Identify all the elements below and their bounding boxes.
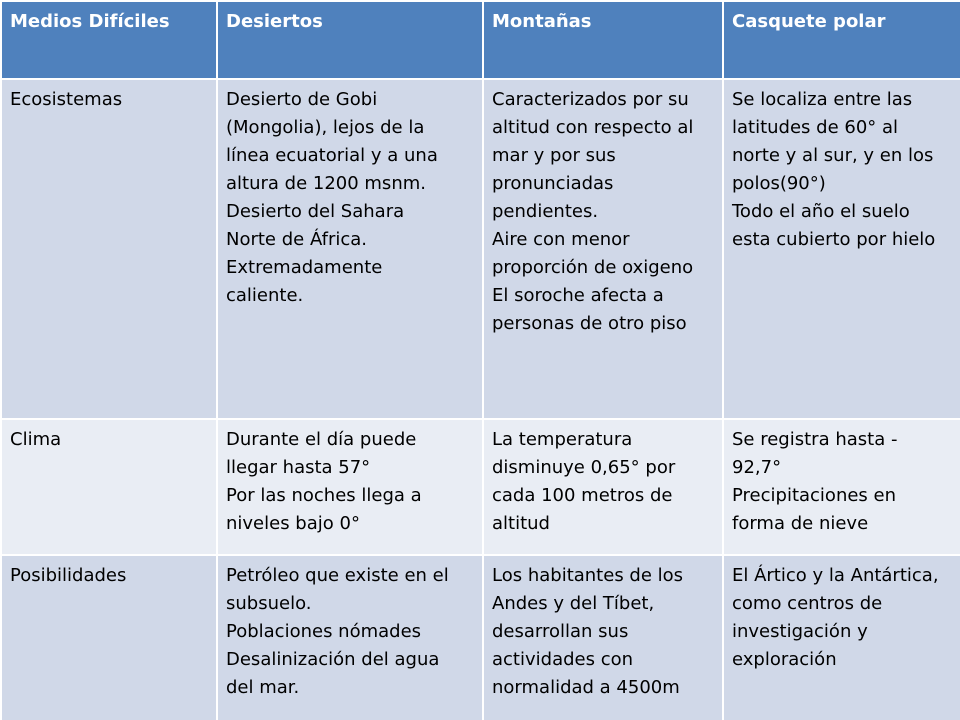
row-label-clima: Clima xyxy=(1,419,217,555)
cell-line: Poblaciones nómades xyxy=(226,621,422,642)
cell-ecosistemas-montanas xyxy=(483,79,723,419)
cell-line: latitudes de 60° al xyxy=(732,117,899,138)
cell-line: altitud con respecto al xyxy=(492,117,694,138)
cell-line: subsuelo. xyxy=(226,593,312,614)
cell-line: pronunciadas xyxy=(492,173,614,194)
cell-line: (Mongolia), lejos de la xyxy=(226,117,425,138)
cell-line: polos(90°) xyxy=(732,173,826,194)
cell-line: 92,7° xyxy=(732,457,782,478)
cell-line: norte y al sur, y en los xyxy=(732,145,934,166)
cell-line: Precipitaciones en xyxy=(732,485,897,506)
cell-line: Desierto del Sahara xyxy=(226,201,405,222)
cell-clima-montanas xyxy=(483,419,723,555)
cell-line: cada 100 metros de xyxy=(492,485,673,506)
header-cell-montanas: Montañas xyxy=(483,1,723,79)
cell-line: Los habitantes de los xyxy=(492,565,684,586)
cell-line: Desierto de Gobi xyxy=(226,89,378,110)
cell-line: La temperatura xyxy=(492,429,633,450)
cell-line: normalidad a 4500m xyxy=(492,677,680,698)
row-label-posibilidades: Posibilidades xyxy=(1,555,217,720)
cell-line: forma de nieve xyxy=(732,513,869,534)
table-row xyxy=(1,555,960,720)
cell-line: Andes y del Tíbet, xyxy=(492,593,655,614)
cell-line: Todo el año el suelo xyxy=(732,201,910,222)
table-row xyxy=(1,419,960,555)
cell-line: altura de 1200 msnm. xyxy=(226,173,426,194)
row-label-ecosistemas: Ecosistemas xyxy=(1,79,217,419)
cell-clima-desiertos xyxy=(217,419,483,555)
cell-line: del mar. xyxy=(226,677,300,698)
table-header-row xyxy=(1,1,960,79)
cell-line: El Ártico y la Antártica, xyxy=(732,565,939,586)
cell-line: Aire con menor xyxy=(492,229,630,250)
cell-line: Caracterizados por su xyxy=(492,89,689,110)
cell-line: mar y por sus xyxy=(492,145,616,166)
cell-line: niveles bajo 0° xyxy=(226,513,360,534)
cell-line: Petróleo que existe en el xyxy=(226,565,449,586)
cell-line: investigación y xyxy=(732,621,868,642)
cell-posibilidades-casquete xyxy=(723,555,960,720)
cell-line: Durante el día puede xyxy=(226,429,417,450)
cell-line: esta cubierto por hielo xyxy=(732,229,936,250)
cell-line: Desalinización del agua xyxy=(226,649,440,670)
cell-line: Se localiza entre las xyxy=(732,89,913,110)
cell-line: El soroche afecta a xyxy=(492,285,664,306)
cell-line: línea ecuatorial y a una xyxy=(226,145,438,166)
cell-line: llegar hasta 57° xyxy=(226,457,371,478)
cell-ecosistemas-desiertos xyxy=(217,79,483,419)
cell-line: Se registra hasta - xyxy=(732,429,898,450)
cell-line: desarrollan sus xyxy=(492,621,629,642)
cell-line: Por las noches llega a xyxy=(226,485,422,506)
cell-line: exploración xyxy=(732,649,837,670)
cell-posibilidades-desiertos xyxy=(217,555,483,720)
cell-line: pendientes. xyxy=(492,201,599,222)
cell-clima-casquete xyxy=(723,419,960,555)
cell-line: Norte de África. xyxy=(226,229,368,250)
cell-line: proporción de oxigeno xyxy=(492,257,694,278)
cell-line: Extremadamente xyxy=(226,257,383,278)
header-cell-desiertos: Desiertos xyxy=(217,1,483,79)
cell-line: caliente. xyxy=(226,285,304,306)
cell-posibilidades-montanas xyxy=(483,555,723,720)
cell-line: disminuye 0,65° por xyxy=(492,457,676,478)
cell-line: personas de otro piso xyxy=(492,313,687,334)
table-row xyxy=(1,79,960,419)
cell-line: altitud xyxy=(492,513,550,534)
cell-line: actividades con xyxy=(492,649,634,670)
header-cell-medios: Medios Difíciles xyxy=(1,1,217,79)
cell-line: como centros de xyxy=(732,593,883,614)
cell-ecosistemas-casquete xyxy=(723,79,960,419)
header-cell-casquete: Casquete polar xyxy=(723,1,960,79)
